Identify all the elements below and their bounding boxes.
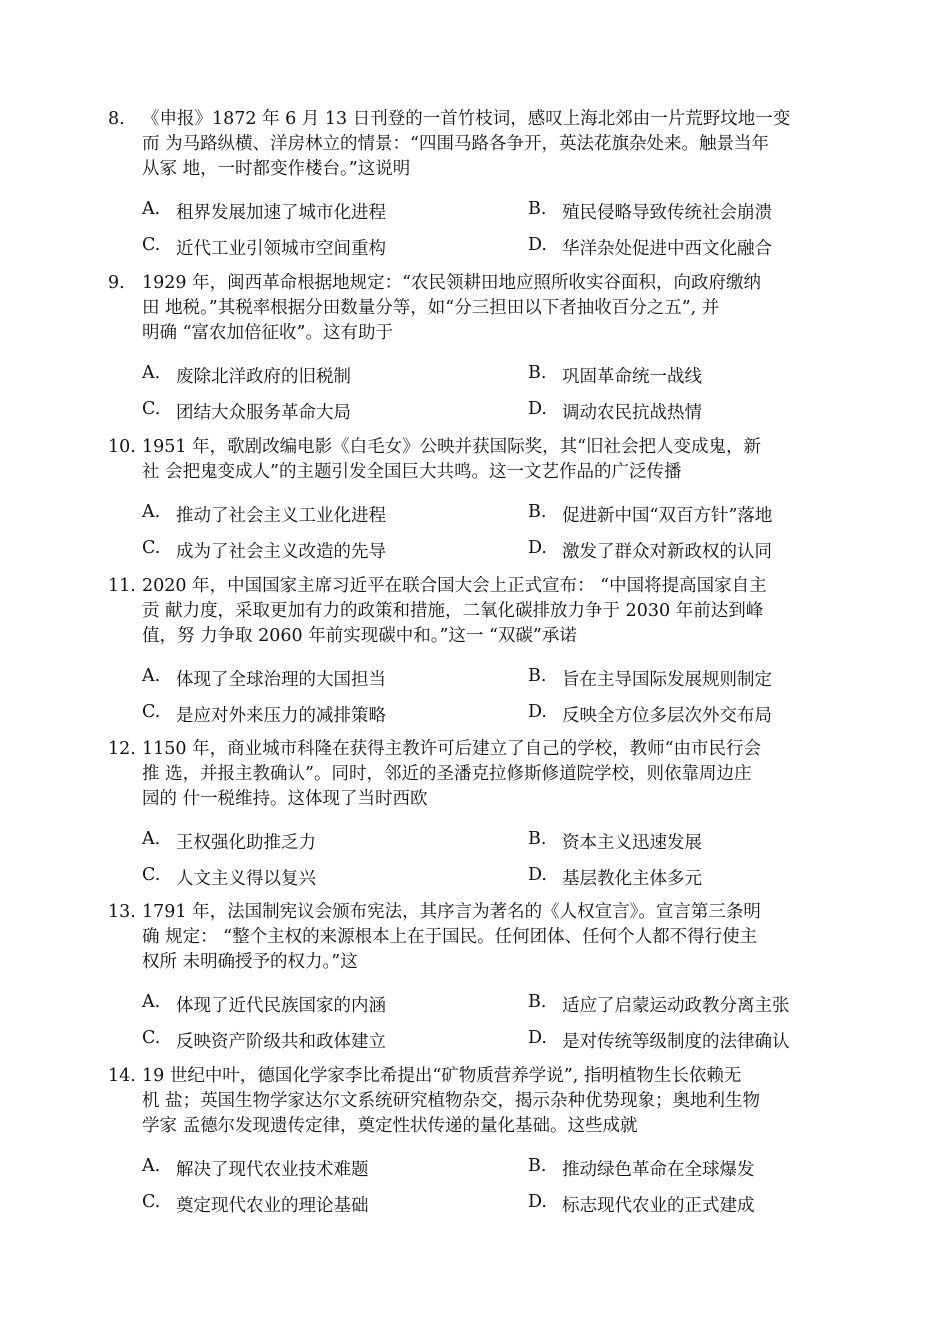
- option-letter: B.: [528, 665, 547, 686]
- option-c[interactable]: [108, 1192, 528, 1217]
- stem-line: 机 盐；英国生物学家达尔文系统研究植物杂交，揭示杂种优势现象；奥地利生物: [142, 1091, 761, 1111]
- option-c[interactable]: [108, 865, 528, 890]
- question-11: [108, 574, 860, 732]
- question-stem: [108, 900, 860, 975]
- stem-line: 权所 未明确授予的权力。”这: [142, 952, 358, 972]
- option-a[interactable]: [108, 829, 528, 854]
- stem-line: 而 为马路纵横、洋房林立的情景：“四围马路各争开，英法花旗杂处来。触景当年: [142, 134, 770, 154]
- option-text: 反映全方位多层次外交布局: [562, 705, 772, 726]
- option-letter: A.: [142, 1155, 161, 1176]
- option-letter: A.: [142, 362, 161, 383]
- option-letter: D.: [528, 537, 547, 558]
- option-letter: B.: [528, 1155, 547, 1176]
- option-a[interactable]: [108, 363, 528, 388]
- question-number: 11.: [108, 576, 136, 596]
- option-letter: D.: [528, 398, 547, 419]
- option-letter: C.: [142, 398, 161, 419]
- option-text: 体现了近代民族国家的内涵: [176, 995, 386, 1016]
- option-letter: D.: [528, 1027, 547, 1048]
- option-d[interactable]: [528, 235, 860, 260]
- option-text: 推动绿色革命在全球爆发: [562, 1159, 755, 1180]
- option-text: 适应了启蒙运动政教分离主张: [562, 995, 790, 1016]
- question-10: [108, 435, 860, 568]
- options: [108, 823, 860, 895]
- option-letter: B.: [528, 501, 547, 522]
- option-text: 废除北洋政府的旧税制: [176, 366, 351, 387]
- question-number: 13.: [108, 902, 136, 922]
- option-letter: A.: [142, 198, 161, 219]
- option-letter: B.: [528, 991, 547, 1012]
- stem-line: 《申报》1872 年 6 月 13 日刊登的一首竹枝词，感叹上海北郊由一片荒野坟地一变: [142, 109, 791, 129]
- option-b[interactable]: [528, 829, 860, 854]
- question-stem: [108, 107, 860, 182]
- stem-line: 学家 孟德尔发现遗传定律，奠定性状传递的量化基础。这些成就: [142, 1116, 638, 1136]
- question-14: [108, 1064, 860, 1222]
- option-b[interactable]: [528, 1156, 860, 1181]
- stem-line: 值，努 力争取 2060 年前实现碳中和。”这一 “双碳”承诺: [142, 626, 577, 646]
- stem-line: 从冢 地，一时都变作楼台。”这说明: [142, 159, 411, 179]
- option-letter: A.: [142, 665, 161, 686]
- options: [108, 357, 860, 429]
- option-letter: B.: [528, 198, 547, 219]
- option-letter: C.: [142, 537, 161, 558]
- stem-line: 推 选，并报主教确认”。同时，邻近的圣潘克拉修斯修道院学校，则依靠周边庄: [142, 764, 752, 784]
- option-letter: D.: [528, 234, 547, 255]
- option-letter: B.: [528, 362, 547, 383]
- question-stem: [108, 574, 860, 649]
- option-text: 体现了全球治理的大国担当: [176, 669, 386, 690]
- option-text: 旨在主导国际发展规则制定: [562, 669, 772, 690]
- stem-line: 19 世纪中叶，德国化学家李比希提出“矿物质营养学说”, 指明植物生长依赖无: [142, 1066, 742, 1086]
- option-text: 华洋杂处促进中西文化融合: [562, 238, 772, 259]
- option-text: 解决了现代农业技术难题: [176, 1159, 369, 1180]
- option-letter: A.: [142, 991, 161, 1012]
- option-b[interactable]: [528, 666, 860, 691]
- option-c[interactable]: [108, 399, 528, 424]
- question-12: [108, 737, 860, 895]
- question-number: 10.: [108, 437, 136, 457]
- stem-line: 贡 献力度，采取更加有力的政策和措施，二氧化碳排放力争于 2030 年前达到峰: [142, 601, 764, 621]
- option-text: 殖民侵略导致传统社会崩溃: [562, 202, 772, 223]
- stem-line: 社 会把鬼变成人”的主题引发全国巨大共鸣。这一文艺作品的广泛传播: [142, 462, 682, 482]
- options: [108, 1150, 860, 1222]
- stem-line: 园的 什一税维持。这体现了当时西欧: [142, 789, 428, 809]
- option-letter: C.: [142, 234, 161, 255]
- question-stem: [108, 1064, 860, 1139]
- stem-line: 田 地税。”其税率根据分田数量分等，如“分三担田以下者抽收百分之五”, 并: [142, 298, 720, 318]
- option-text: 是对传统等级制度的法律确认: [562, 1031, 790, 1052]
- question-number: 9.: [108, 273, 125, 293]
- option-text: 租界发展加速了城市化进程: [176, 202, 386, 223]
- question-number: 14.: [108, 1066, 136, 1086]
- options: [108, 660, 860, 732]
- option-letter: A.: [142, 828, 161, 849]
- option-d[interactable]: [528, 865, 860, 890]
- stem-line: 2020 年，中国国家主席习近平在联合国大会上正式宣布： “中国将提高国家自主: [142, 576, 767, 596]
- option-text: 是应对外来压力的减排策略: [176, 705, 386, 726]
- question-8: [108, 107, 860, 265]
- option-a[interactable]: [108, 502, 528, 527]
- option-b[interactable]: [528, 992, 860, 1017]
- option-text: 资本主义迅速发展: [562, 832, 702, 853]
- options: [108, 193, 860, 265]
- option-c[interactable]: [108, 235, 528, 260]
- option-a[interactable]: [108, 666, 528, 691]
- option-text: 王权强化助推乏力: [176, 832, 316, 853]
- question-stem: [108, 271, 860, 346]
- option-b[interactable]: [528, 502, 860, 527]
- question-9: [108, 271, 860, 429]
- option-d[interactable]: [528, 1028, 860, 1053]
- option-c[interactable]: [108, 1028, 528, 1053]
- option-letter: C.: [142, 701, 161, 722]
- option-a[interactable]: [108, 992, 528, 1017]
- question-stem: [108, 435, 860, 485]
- stem-line: 1791 年，法国制宪议会颁布宪法，其序言为著名的《人权宣言》。宣言第三条明: [142, 902, 761, 922]
- option-text: 基层教化主体多元: [562, 868, 702, 889]
- option-letter: D.: [528, 864, 547, 885]
- option-letter: C.: [142, 1191, 161, 1212]
- option-letter: D.: [528, 701, 547, 722]
- stem-line: 明确 “富农加倍征收”。这有助于: [142, 323, 393, 343]
- stem-line: 确 规定： “整个主权的来源根本上在于国民。任何团体、任何个人都不得行使主: [142, 927, 758, 947]
- option-a[interactable]: [108, 199, 528, 224]
- options: [108, 496, 860, 568]
- option-text: 近代工业引领城市空间重构: [176, 238, 386, 259]
- option-d[interactable]: [528, 538, 860, 563]
- option-d[interactable]: [528, 702, 860, 727]
- options: [108, 986, 860, 1058]
- option-text: 奠定现代农业的理论基础: [176, 1195, 369, 1216]
- option-letter: B.: [528, 828, 547, 849]
- option-a[interactable]: [108, 1156, 528, 1181]
- stem-line: 1929 年，闽西革命根据地规定：“农民领耕田地应照所收实谷面积，向政府缴纳: [142, 273, 762, 293]
- question-number: 8.: [108, 109, 125, 129]
- option-d[interactable]: [528, 1192, 860, 1217]
- option-text: 促进新中国“双百方针”落地: [562, 505, 773, 526]
- option-text: 团结大众服务革命大局: [176, 402, 351, 423]
- option-text: 巩固革命统一战线: [562, 366, 702, 387]
- option-letter: A.: [142, 501, 161, 522]
- option-letter: D.: [528, 1191, 547, 1212]
- option-letter: C.: [142, 1027, 161, 1048]
- question-number: 12.: [108, 739, 136, 759]
- option-b[interactable]: [528, 199, 860, 224]
- option-text: 反映资产阶级共和政体建立: [176, 1031, 386, 1052]
- option-d[interactable]: [528, 399, 860, 424]
- option-text: 激发了群众对新政权的认同: [562, 541, 772, 562]
- question-13: [108, 900, 860, 1058]
- option-c[interactable]: [108, 538, 528, 563]
- option-text: 标志现代农业的正式建成: [562, 1195, 755, 1216]
- option-c[interactable]: [108, 702, 528, 727]
- option-b[interactable]: [528, 363, 860, 388]
- option-text: 成为了社会主义改造的先导: [176, 541, 386, 562]
- question-stem: [108, 737, 860, 812]
- option-letter: C.: [142, 864, 161, 885]
- stem-line: 1951 年，歌剧改编电影《白毛女》公映并获国际奖，其“旧社会把人变成鬼，新: [142, 437, 762, 457]
- option-text: 人文主义得以复兴: [176, 868, 316, 889]
- stem-line: 1150 年，商业城市科隆在获得主教许可后建立了自己的学校，教师“由市民行会: [142, 739, 762, 759]
- option-text: 推动了社会主义工业化进程: [176, 505, 386, 526]
- option-text: 调动农民抗战热情: [562, 402, 702, 423]
